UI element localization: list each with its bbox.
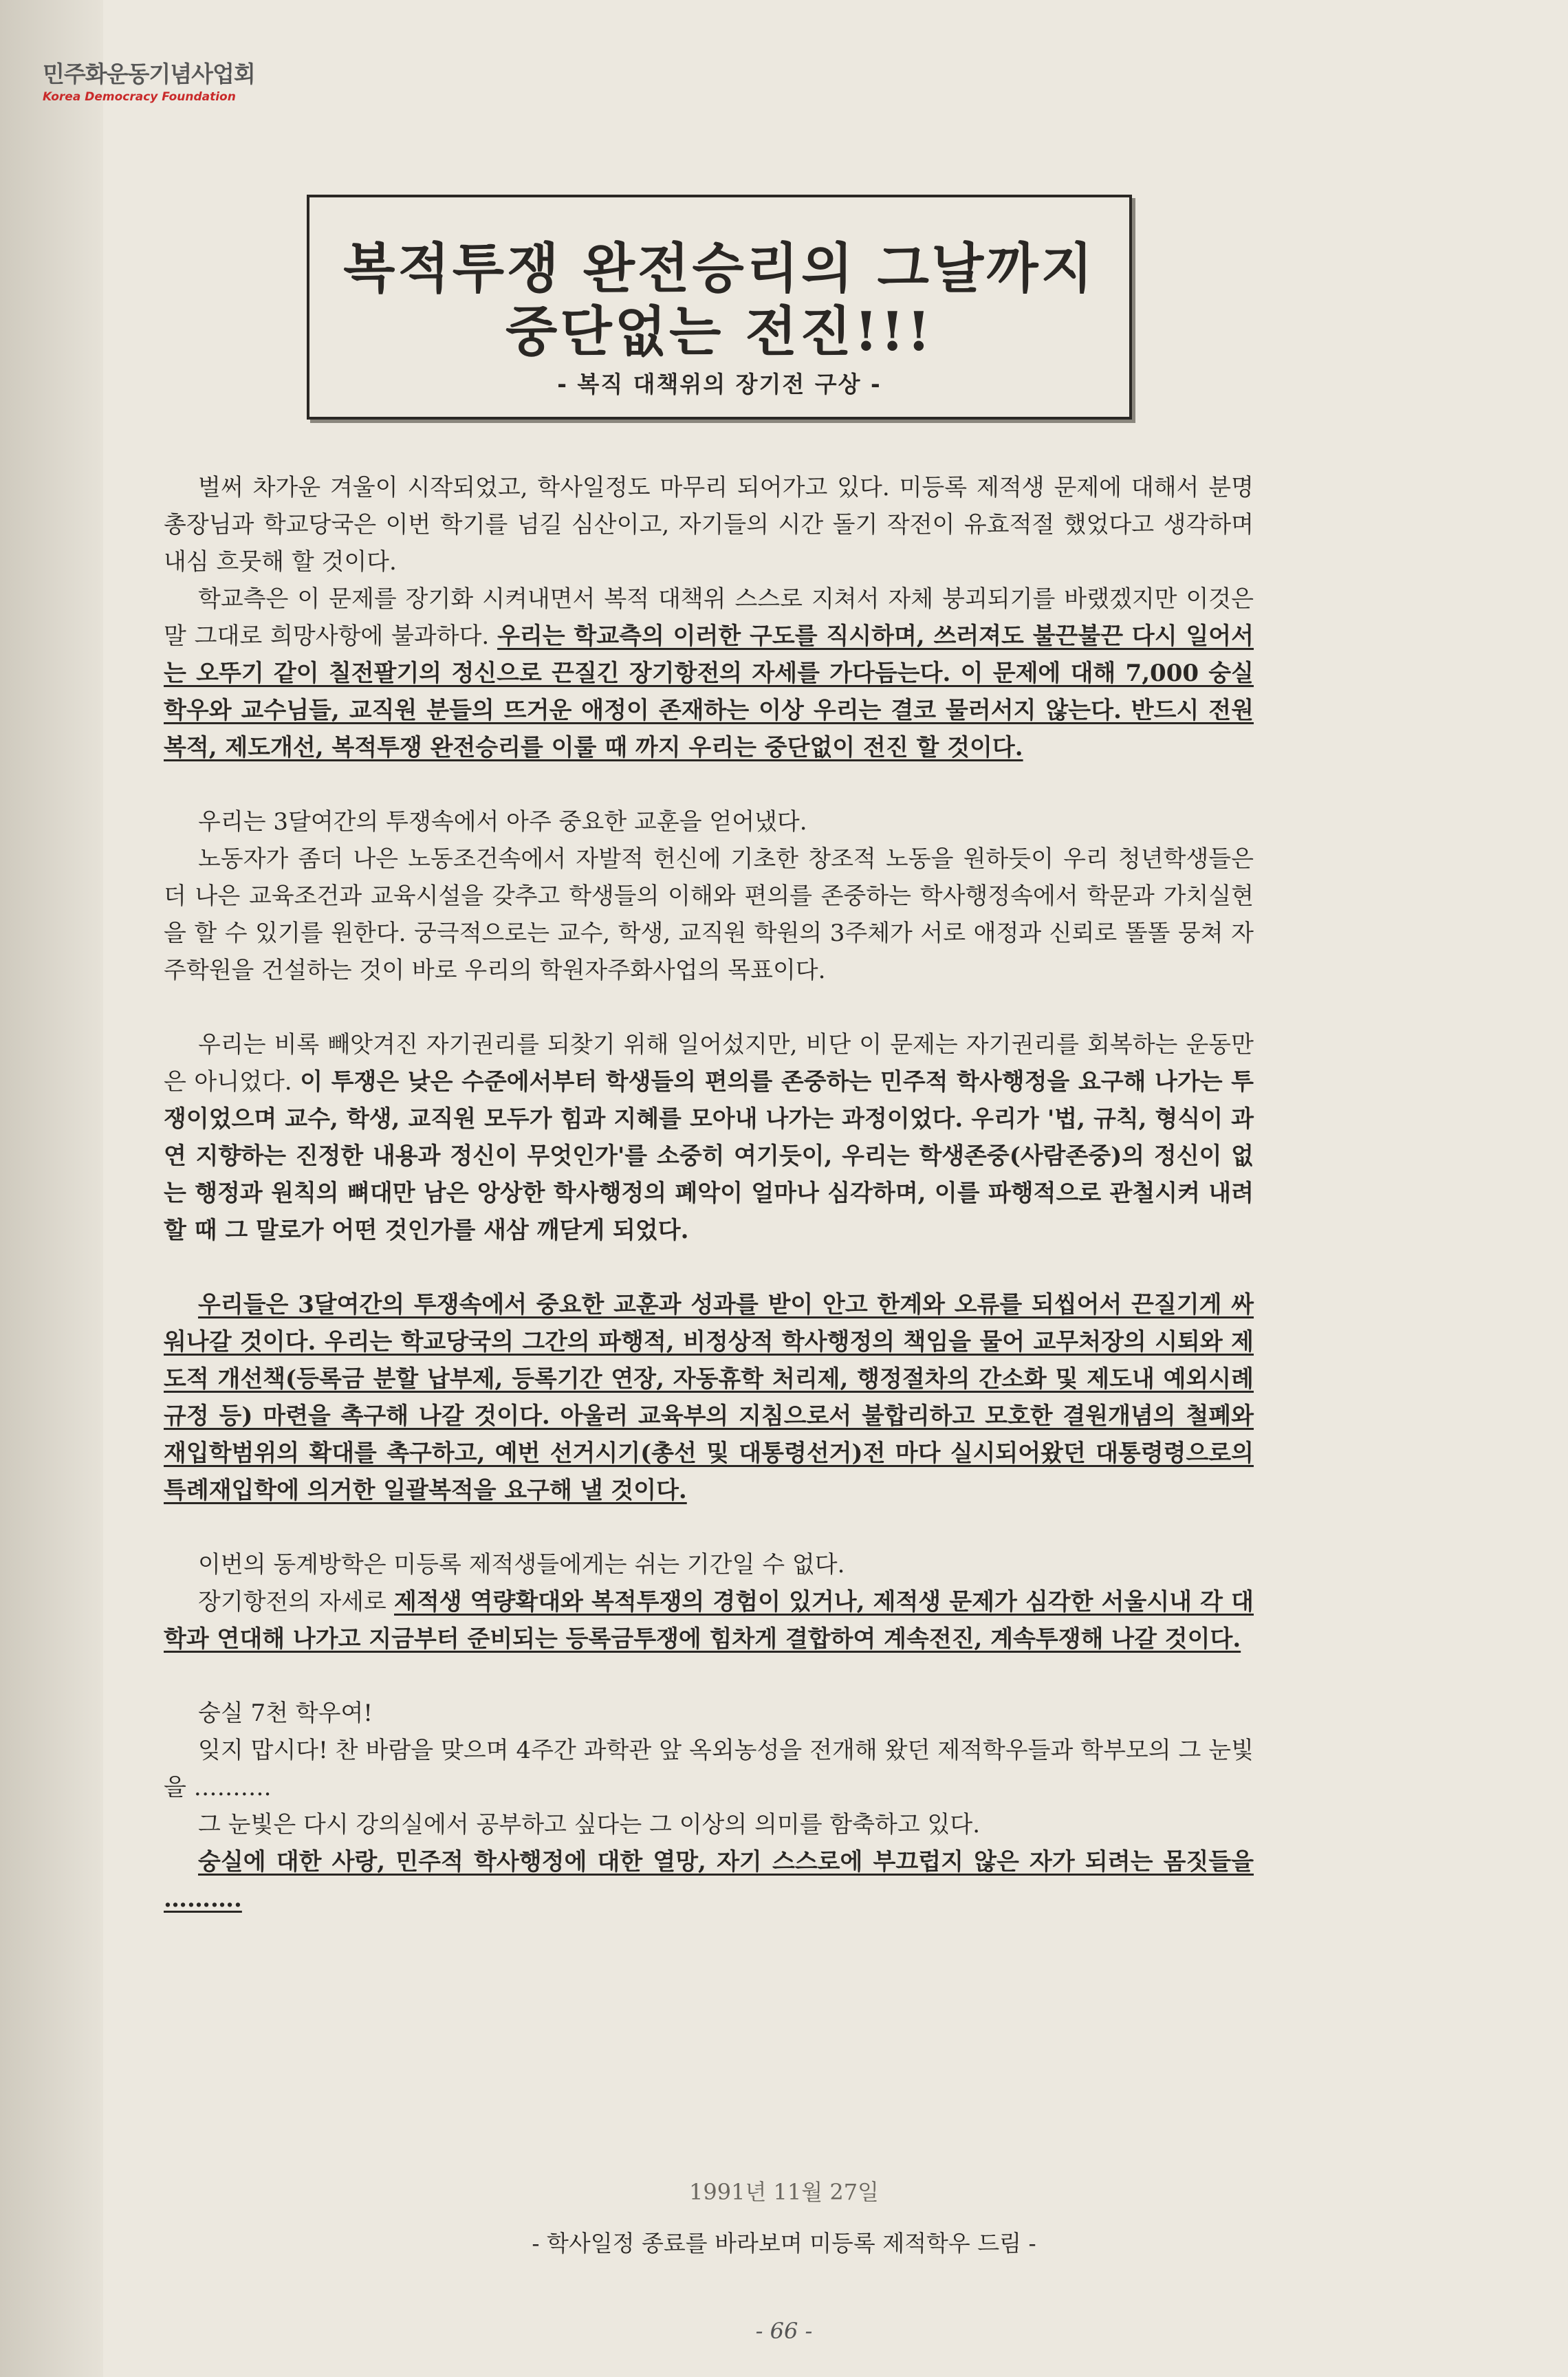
closing-line: - 학사일정 종료를 바라보며 미등록 제적학우 드림 - — [532, 2230, 1036, 2257]
paragraph — [164, 1695, 1254, 1732]
paragraph — [164, 803, 1254, 840]
paragraph-text: 학교측은 이 문제를 장기화 시켜내면서 복적 대책위 스스로 지쳐서 자체 붕괴되기를 바랬겠지만 이것은 말 그대로 희망사항에 불과하다. — [164, 585, 1254, 650]
paragraph — [164, 1286, 1254, 1509]
paragraph-text: 잊지 맙시다! 찬 바람을 맞으며 4주간 과학관 앞 옥외농성을 전개해 왔던 제적학우들과 학부모의 그 눈빛을 ………. — [164, 1737, 1254, 1801]
page-title-line1: 복적투쟁 완전승리의 그날까지 — [343, 237, 1096, 300]
paragraph-text: 숭실에 대한 사랑, 민주적 학사행정에 대한 열망, 자기 스스로에 부끄럽지 않은 자가 되려는 몸짓들을 ………. — [164, 1848, 1254, 1913]
paragraph — [164, 840, 1254, 989]
foundation-logo — [43, 56, 255, 104]
paragraph-text: 벌써 차가운 겨울이 시작되었고, 학사일정도 마무리 되어가고 있다. 미등록 제적생 문제에 대해서 분명 총장님과 학교당국은 이번 학기를 넘길 심산이고, 자기들의 시간 돌기 작전이 유효적절 했었다고 생각하며 내심 흐뭇해 할 것이다. — [164, 474, 1254, 576]
document-body — [164, 469, 1254, 1918]
paragraph — [164, 1583, 1254, 1658]
paragraph — [164, 1732, 1254, 1806]
paragraph-text: 그 눈빛은 다시 강의실에서 공부하고 싶다는 그 이상의 의미를 함축하고 있다. — [198, 1811, 981, 1838]
logo-korean-text: 민주화운동기념사업회 — [43, 61, 255, 87]
paragraph — [164, 580, 1254, 766]
paragraph — [164, 469, 1254, 580]
paragraph-text: 이 투쟁은 낮은 수준에서부터 학생들의 편의를 존중하는 민주적 학사행정을 요구해 나가는 투쟁이었으며 교수, 학생, 교직원 모두가 힘과 지혜를 모아내 나가는 과정이었다. 우리가 '법, 규칙, 형식이 과연 지향하는 진정한 내용과 정신이 무엇인가'를 소중히 여기듯이, 우리는 학생존중(사람존중)의 정신이 없는 행정과 원칙의 뼈대만 남은 앙상한 학사행정의 폐악이 얼마나 심각하며, 이를 파행적으로 관철시켜 내려할 때 그 말로가 어떤 것인가를 새삼 깨닫게 되었다. — [164, 1068, 1254, 1244]
paragraph-text: 우리는 3달여간의 투쟁속에서 아주 중요한 교훈을 얻어냈다. — [198, 808, 807, 836]
paragraph — [164, 1843, 1254, 1918]
logo-english-text: Korea Democracy Foundation — [43, 90, 236, 104]
page-title-line2: 중단없는 전진!!! — [505, 301, 933, 363]
paragraph-text: 우리들은 3달여간의 투쟁속에서 중요한 교훈과 성과를 받이 안고 한계와 오류를 되씹어서 끈질기게 싸워나갈 것이다. 우리는 학교당국의 그간의 파행적, 비정상적 학사행정의 책임을 물어 교무처장의 시퇴와 제도적 개선책(등록금 분할 납부제, 등록기간 연장, 자동휴학 처리제, 행정절차의 간소화 및 제도내 예외시례 규정 등) 마련을 촉구해 나갈 것이다. 아울러 교육부의 지침으로서 불합리하고 모호한 결원개념의 철폐와 재입학범위의 확대를 촉구하고, 예번 선거시기(총선 및 대통령선거)전 마다 실시되어왔던 대통령령으로의 특례재입학에 의거한 일괄복적을 요구해 낼 것이다. — [164, 1291, 1254, 1504]
paragraph — [164, 1546, 1254, 1583]
title-box — [307, 195, 1132, 420]
paragraph-text: 제적생 역량확대와 복적투쟁의 경험이 있거나, 제적생 문제가 심각한 서울시내 각 대학과 연대해 나가고 지금부터 준비되는 등록금투쟁에 힘차게 결합하여 계속전진, 계속투쟁해 나갈 것이다. — [164, 1588, 1254, 1653]
paragraph-text: 우리는 비록 빼앗겨진 자기권리를 되찾기 위해 일어섰지만, 비단 이 문제는 자기권리를 회복하는 운동만은 아니었다. — [164, 1031, 1254, 1096]
page-number: - 66 - — [755, 2318, 813, 2344]
binding-shadow — [0, 0, 103, 2377]
paragraph-text: 숭실 7천 학우여! — [198, 1700, 373, 1727]
paragraph-text: 우리는 학교측의 이러한 구도를 직시하며, 쓰러져도 불끈불끈 다시 일어서는 오뚜기 같이 칠전팔기의 정신으로 끈질긴 장기항전의 자세를 가다듬는다. 이 문제에 대해 7,000 숭실학우와 교수님들, 교직원 분들의 뜨거운 애정이 존재하는 이상 우리는 결코 물러서지 않는다. 반드시 전원복적, 제도개선, 복적투쟁 완전승리를 이룰 때 까지 우리는 중단없이 전진 할 것이다. — [164, 622, 1254, 761]
page-subtitle: - 복직 대책위의 장기전 구상 - — [557, 371, 882, 398]
document-date: 1991년 11월 27일 — [689, 2179, 879, 2205]
paragraph — [164, 1026, 1254, 1249]
paragraph-text: 장기항전의 자세로 — [198, 1588, 394, 1616]
paragraph-text: 노동자가 좀더 나은 노동조건속에서 자발적 헌신에 기초한 창조적 노동을 원하듯이 우리 청년학생들은 더 나은 교육조건과 교육시설을 갖추고 학생들의 이해와 편의를 존중하는 학사행정속에서 학문과 가치실현을 할 수 있기를 원한다. 궁극적으로는 교수, 학생, 교직원 학원의 3주체가 서로 애정과 신뢰로 똘똘 뭉쳐 자주학원을 건설하는 것이 바로 우리의 학원자주화사업의 목표이다. — [164, 845, 1254, 984]
paragraph-text: 이번의 동계방학은 미등록 제적생들에게는 쉬는 기간일 수 없다. — [198, 1551, 845, 1578]
paragraph — [164, 1806, 1254, 1843]
